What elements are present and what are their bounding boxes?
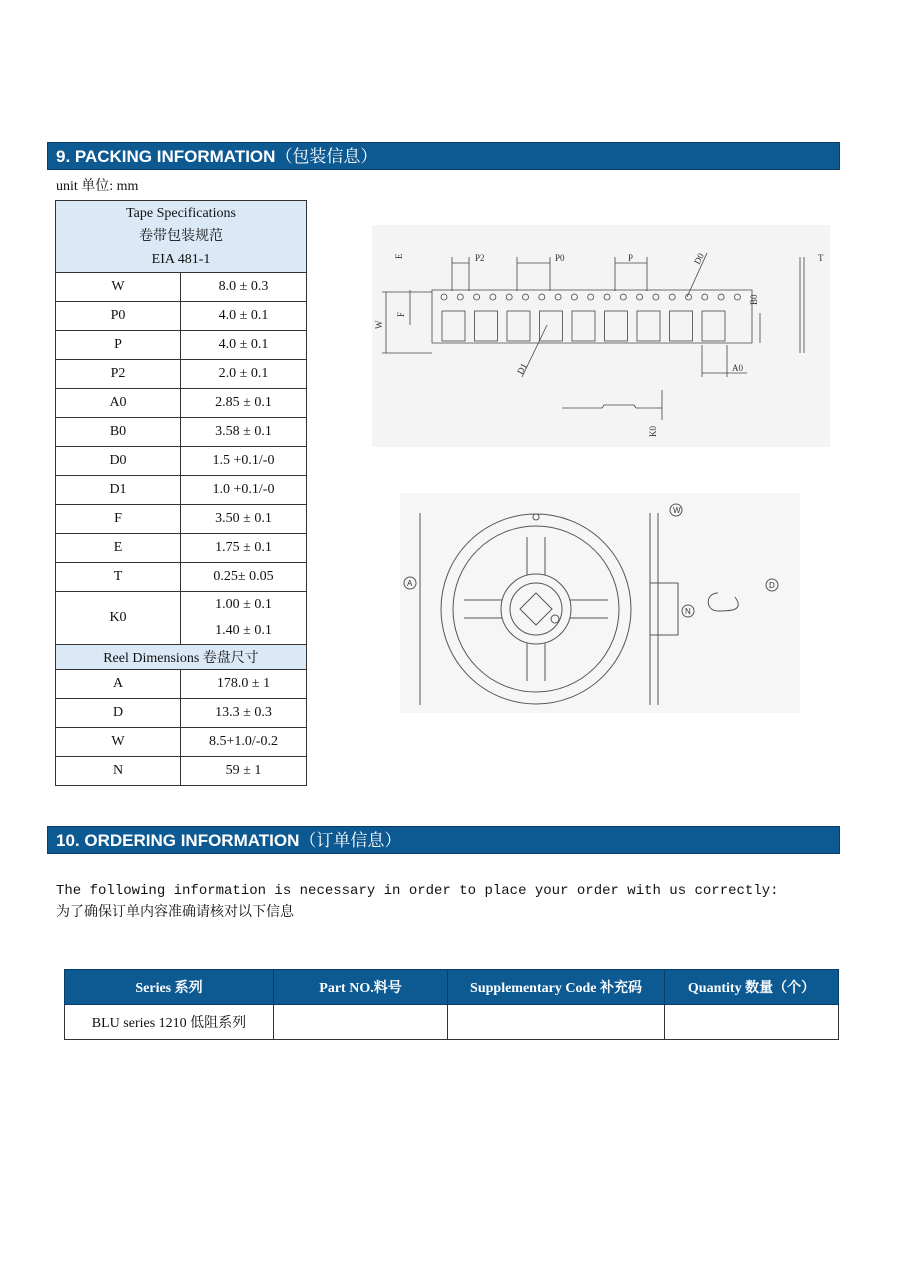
spec-label: D1 bbox=[56, 476, 181, 505]
table-header-row bbox=[65, 970, 839, 1005]
spec-value: 1.5 +0.1/-0 bbox=[181, 447, 307, 476]
tape-label-f: F bbox=[396, 311, 406, 317]
tape-pocket bbox=[670, 311, 693, 341]
sprocket-hole bbox=[457, 294, 463, 300]
tape-label-b0: B0 bbox=[749, 294, 759, 305]
spec-label: P0 bbox=[56, 302, 181, 331]
spec-value: 1.40 ± 0.1 bbox=[181, 618, 307, 645]
spec-value: 3.50 ± 0.1 bbox=[181, 505, 307, 534]
reel-drawing bbox=[400, 493, 800, 713]
tape-label-p2: P2 bbox=[475, 253, 485, 263]
packing-heading-en: 9. PACKING INFORMATION bbox=[56, 147, 276, 166]
table-row bbox=[56, 534, 307, 563]
spec-label: W bbox=[56, 728, 181, 757]
sprocket-hole bbox=[637, 294, 643, 300]
table-row bbox=[56, 757, 307, 786]
tape-label-k0: K0 bbox=[648, 426, 658, 437]
table-row bbox=[56, 418, 307, 447]
spec-value: 13.3 ± 0.3 bbox=[181, 699, 307, 728]
table-row bbox=[56, 563, 307, 592]
sprocket-hole bbox=[506, 294, 512, 300]
sprocket-hole bbox=[718, 294, 724, 300]
sprocket-hole bbox=[588, 294, 594, 300]
sprocket-hole bbox=[734, 294, 740, 300]
reel-label-d: D bbox=[769, 581, 775, 590]
sprocket-hole bbox=[653, 294, 659, 300]
spec-value: 59 ± 1 bbox=[181, 757, 307, 786]
tape-pocket bbox=[572, 311, 595, 341]
tape-label-e: E bbox=[394, 253, 404, 259]
ordering-intro-en: The following information is necessary in order to place your order with us correctly: bbox=[56, 883, 779, 899]
reel-label-a: A bbox=[407, 579, 413, 588]
table-row bbox=[65, 1005, 839, 1040]
tape-label-p: P bbox=[628, 253, 634, 263]
sprocket-hole bbox=[523, 294, 529, 300]
sprocket-hole bbox=[539, 294, 545, 300]
tape-spec-title-cn: 卷带包装规范 bbox=[139, 229, 223, 244]
spec-value: 178.0 ± 1 bbox=[181, 670, 307, 699]
table-row bbox=[56, 360, 307, 389]
spec-label: T bbox=[56, 563, 181, 592]
tape-label-d0: D0 bbox=[691, 251, 706, 266]
tape-spec-title-en: Tape Specifications bbox=[126, 206, 236, 221]
spec-label: A bbox=[56, 670, 181, 699]
ordering-heading-cn: （订单信息） bbox=[299, 831, 402, 850]
spec-value: 8.0 ± 0.3 bbox=[181, 273, 307, 302]
spec-value: 1.00 ± 0.1 bbox=[181, 592, 307, 619]
sprocket-hole bbox=[686, 294, 692, 300]
table-row bbox=[56, 389, 307, 418]
table-row bbox=[56, 699, 307, 728]
tape-pocket bbox=[442, 311, 465, 341]
sprocket-hole bbox=[571, 294, 577, 300]
spec-label: D0 bbox=[56, 447, 181, 476]
table-row bbox=[56, 447, 307, 476]
tape-spec-table bbox=[55, 200, 307, 786]
spec-value: 3.58 ± 0.1 bbox=[181, 418, 307, 447]
tape-spec-standard: EIA 481-1 bbox=[151, 252, 211, 267]
tape-label-a0: A0 bbox=[732, 363, 743, 373]
table-row bbox=[56, 670, 307, 699]
ordering-table bbox=[64, 969, 839, 1040]
ordering-section-header bbox=[47, 826, 840, 854]
tape-label-d1: D1 bbox=[514, 361, 529, 376]
ordering-intro bbox=[56, 880, 779, 924]
spec-label: E bbox=[56, 534, 181, 563]
tape-pocket bbox=[637, 311, 660, 341]
spec-label: N bbox=[56, 757, 181, 786]
supplementary-code-cell[interactable] bbox=[448, 1005, 665, 1040]
table-row bbox=[56, 728, 307, 757]
sprocket-hole bbox=[474, 294, 480, 300]
spec-label: W bbox=[56, 273, 181, 302]
tape-pocket bbox=[702, 311, 725, 341]
spec-label: D bbox=[56, 699, 181, 728]
spec-label: K0 bbox=[56, 592, 181, 645]
sprocket-hole bbox=[555, 294, 561, 300]
packing-heading-cn: （包装信息） bbox=[275, 147, 378, 166]
tape-pocket bbox=[475, 311, 498, 341]
sprocket-hole bbox=[669, 294, 675, 300]
sprocket-hole bbox=[441, 294, 447, 300]
spec-label: B0 bbox=[56, 418, 181, 447]
ordering-heading-en: 10. ORDERING INFORMATION bbox=[56, 831, 300, 850]
tape-pocket bbox=[540, 311, 563, 341]
spec-label: P2 bbox=[56, 360, 181, 389]
spec-label: P bbox=[56, 331, 181, 360]
tape-drawing bbox=[372, 225, 830, 447]
tape-pockets bbox=[442, 311, 725, 341]
column-header-quantity: Quantity 数量（个） bbox=[665, 970, 839, 1005]
column-header-supplementary-code: Supplementary Code 补充码 bbox=[448, 970, 665, 1005]
quantity-cell[interactable] bbox=[665, 1005, 839, 1040]
tape-spec-header bbox=[56, 201, 307, 273]
tape-pocket bbox=[507, 311, 530, 341]
table-row bbox=[56, 302, 307, 331]
table-row bbox=[56, 505, 307, 534]
sprocket-hole bbox=[490, 294, 496, 300]
series-cell: BLU series 1210 低阻系列 bbox=[65, 1005, 274, 1040]
table-row bbox=[56, 476, 307, 505]
spec-label: F bbox=[56, 505, 181, 534]
spec-value: 8.5+1.0/-0.2 bbox=[181, 728, 307, 757]
spec-value: 1.75 ± 0.1 bbox=[181, 534, 307, 563]
spec-value: 4.0 ± 0.1 bbox=[181, 302, 307, 331]
reel-dimensions-header: Reel Dimensions 卷盘尺寸 bbox=[56, 645, 307, 670]
table-row bbox=[56, 273, 307, 302]
table-row bbox=[56, 592, 307, 619]
sprocket-holes bbox=[441, 294, 740, 300]
sprocket-hole bbox=[702, 294, 708, 300]
reel-label-w: W bbox=[673, 506, 681, 515]
spec-value: 1.0 +0.1/-0 bbox=[181, 476, 307, 505]
spec-value: 2.85 ± 0.1 bbox=[181, 389, 307, 418]
tape-label-p0: P0 bbox=[555, 253, 565, 263]
spec-label: A0 bbox=[56, 389, 181, 418]
part-no-cell[interactable] bbox=[274, 1005, 448, 1040]
spec-value: 4.0 ± 0.1 bbox=[181, 331, 307, 360]
table-row bbox=[56, 331, 307, 360]
tape-pocket bbox=[605, 311, 628, 341]
spec-value: 2.0 ± 0.1 bbox=[181, 360, 307, 389]
spec-value: 0.25± 0.05 bbox=[181, 563, 307, 592]
tape-label-w: W bbox=[374, 320, 384, 329]
packing-section-header bbox=[47, 142, 840, 170]
reel-label-n: N bbox=[685, 607, 691, 616]
column-header-part-no: Part NO.料号 bbox=[274, 970, 448, 1005]
column-header-series: Series 系列 bbox=[65, 970, 274, 1005]
ordering-intro-cn: 为了确保订单内容准确请核对以下信息 bbox=[56, 905, 294, 920]
unit-note: unit 单位: mm bbox=[56, 179, 139, 194]
sprocket-hole bbox=[620, 294, 626, 300]
sprocket-hole bbox=[604, 294, 610, 300]
tape-label-t: T bbox=[818, 253, 824, 263]
